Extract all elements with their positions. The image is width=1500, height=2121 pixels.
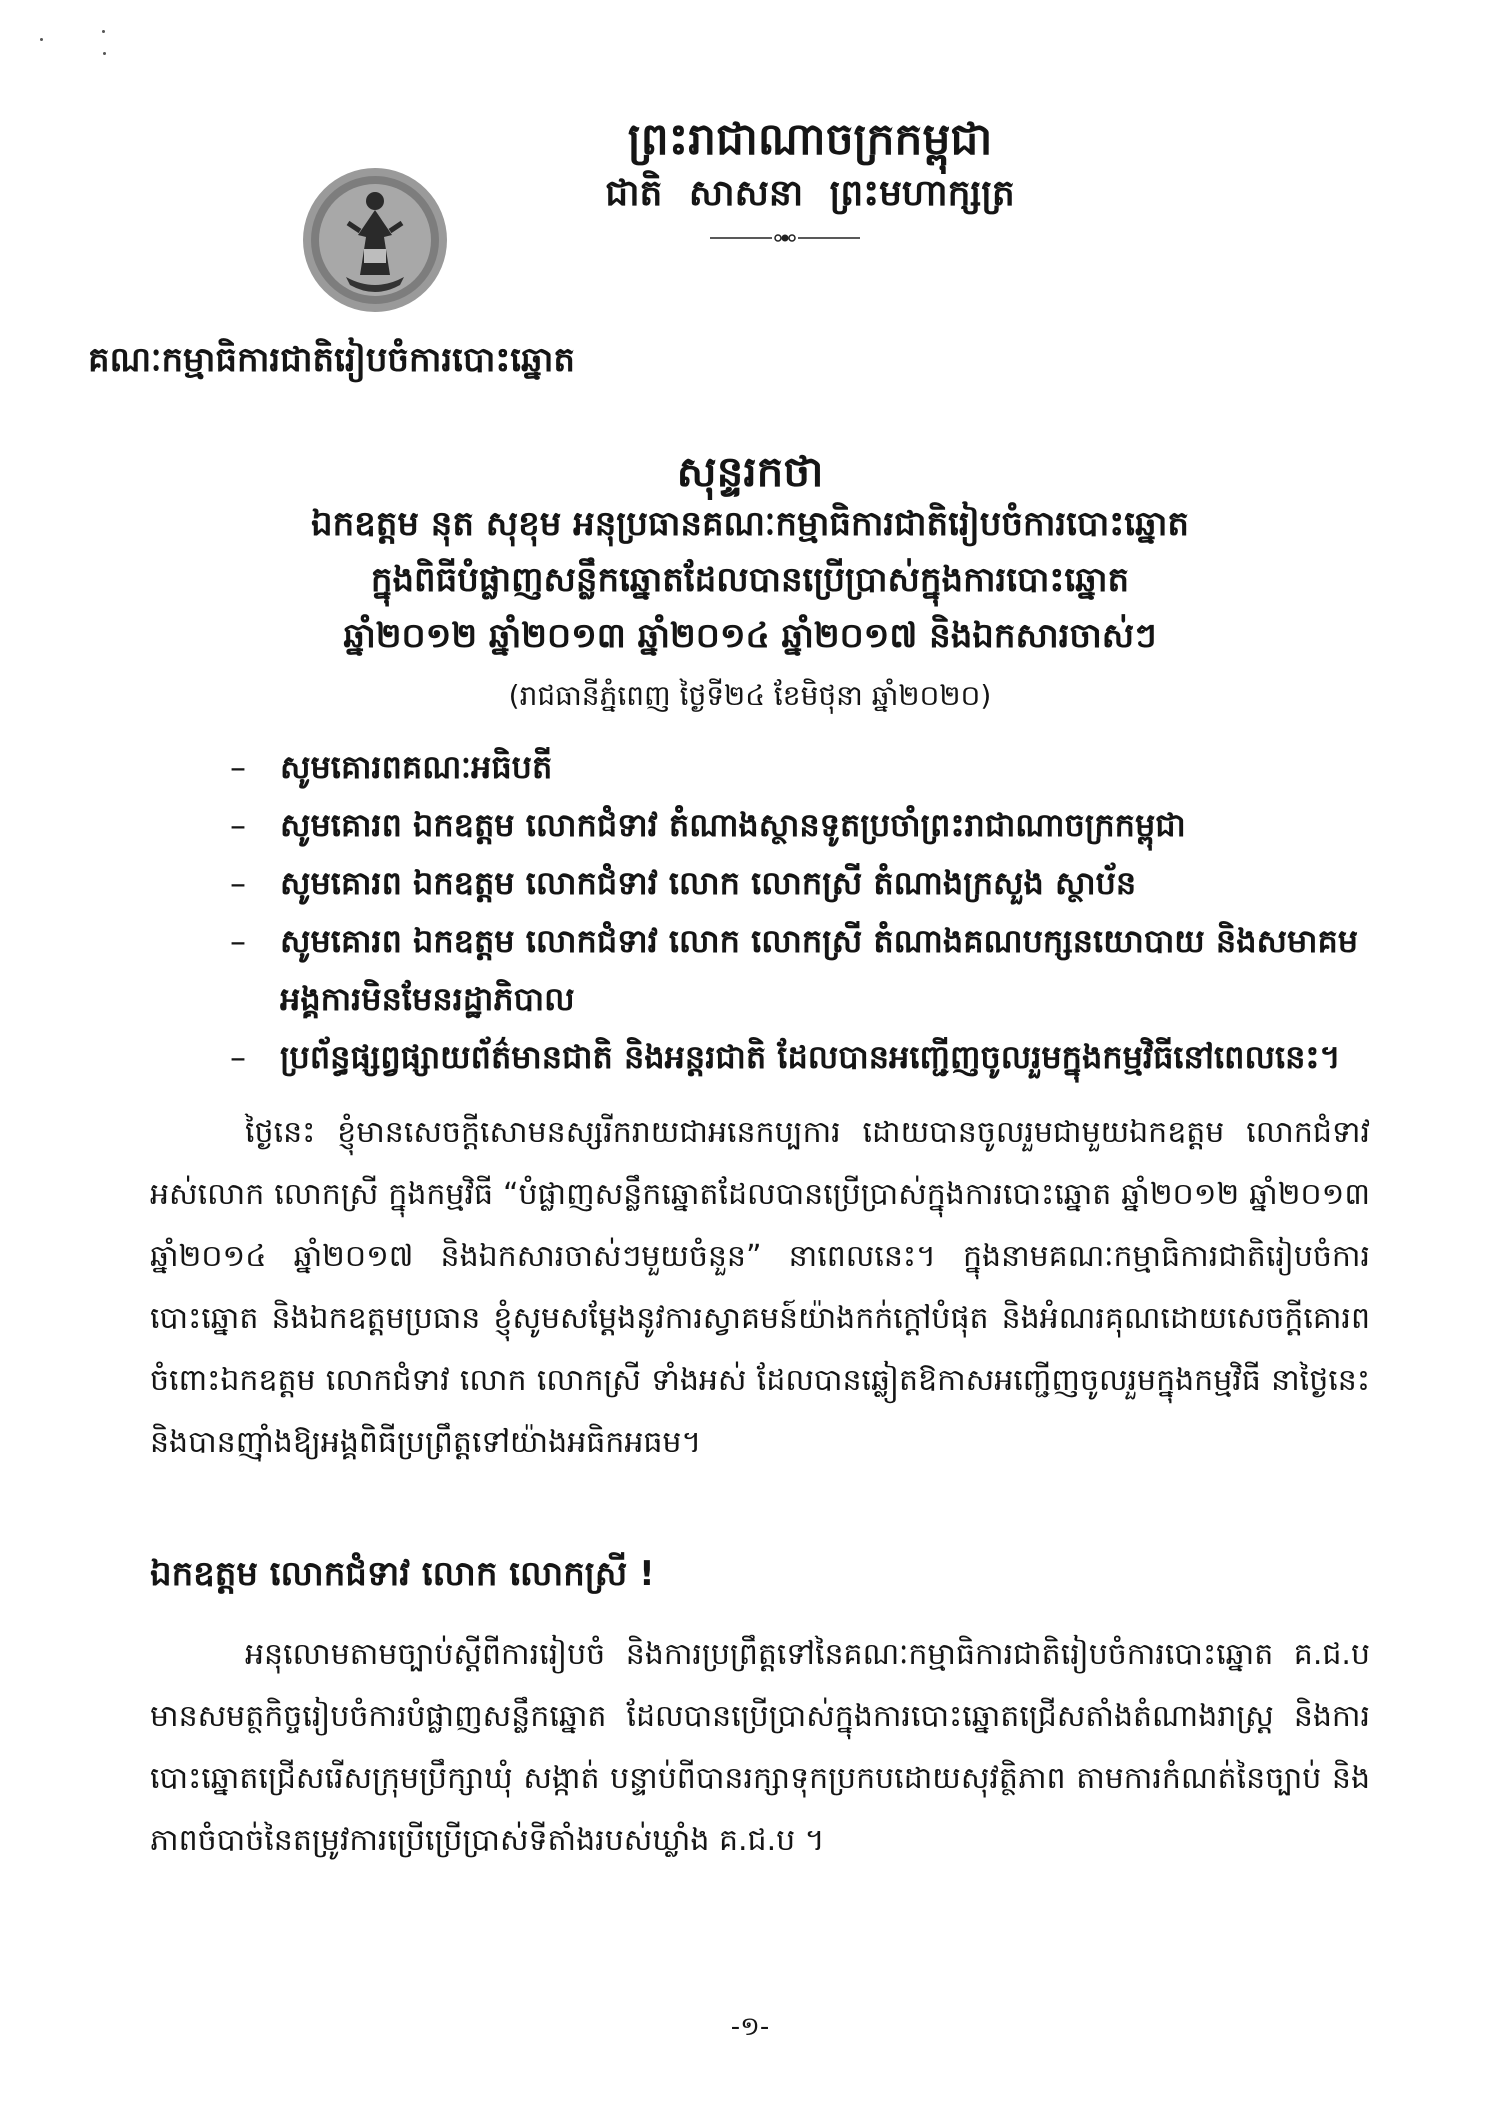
greeting-text: សូមគោរព ឯកឧត្តម លោកជំទាវ លោក លោកស្រី តំណាងក្រសួង ស្ថាប័ន (280, 864, 1137, 902)
scan-speck (103, 52, 106, 55)
body-paragraph-2: អនុលោមតាមច្បាប់ស្តីពីការរៀបចំ និងការប្រព្រឹត្តទៅនៃគណៈកម្មាធិការជាតិរៀបចំការបោះឆ្នោត គ.ជ.ប មានសមត្ថកិច្ចរៀបចំការបំផ្លាញសន្លឹកឆ្នោត ដែលបានប្រើប្រាស់ក្នុងការបោះឆ្នោតជ្រើសតាំងតំណាងរាស្ត្រ និងការបោះឆ្នោតជ្រើសរើសក្រុមប្រឹក្សាឃុំ សង្កាត់ បន្ទាប់ពីបានរក្សាទុកប្រកបដោយសុវត្ថិភាព តាមការកំណត់នៃច្បាប់ និងភាពចំបាច់នៃតម្រូវការប្រើប្រើប្រាស់ទីតាំងរបស់ឃ្លាំង គ.ជ.ប ។ (150, 1637, 1370, 1858)
scan-speck (102, 30, 105, 33)
greeting-item (230, 1028, 1370, 1086)
dash-bullet: – (230, 748, 246, 786)
kingdom-name: ព្រះរាជាណាចក្រកម្ពុជា (627, 114, 993, 165)
national-motto: ជាតិ សាសនា ព្រះមហាក្សត្រ (605, 173, 1015, 214)
speech-title: សុន្ទរកថា (676, 447, 824, 496)
greeting-text: សូមគោរព ឯកឧត្តម លោកជំទាវ លោក លោកស្រី តំណាងគណបក្សនយោបាយ និងសមាគម អង្គការមិនមែនរដ្ឋាភិបាល (280, 922, 1359, 1018)
salutation: ឯកឧត្តម លោកជំទាវ លោក លោកស្រី ! (150, 1554, 655, 1594)
greeting-item (230, 738, 1370, 796)
greeting-item (230, 796, 1370, 854)
greeting-text: សូមគោរពគណៈអធិបតី (280, 748, 553, 786)
body-paragraph-1: ថ្ងៃនេះ ខ្ញុំមានសេចក្តីសោមនស្សរីករាយជាអនេកប្បការ ដោយបានចូលរួមជាមួយឯកឧត្តម លោកជំទាវ អស់លោក លោកស្រី ក្នុងកម្មវិធី “បំផ្លាញសន្លឹកឆ្នោតដែលបានប្រើប្រាស់ក្នុងការបោះឆ្នោត ឆ្នាំ២០១២ ឆ្នាំ២០១៣ ឆ្នាំ២០១៤ ឆ្នាំ២០១៧ និងឯកសារចាស់ៗមួយចំនួន” នាពេលនេះ។ ក្នុងនាមគណៈកម្មាធិការជាតិរៀបចំការបោះឆ្នោត និងឯកឧត្តមប្រធាន ខ្ញុំសូមសម្តែងនូវការស្វាគមន៍យ៉ាងកក់ក្តៅបំផុត និងអំណរគុណដោយសេចក្តីគោរព ចំពោះឯកឧត្តម លោកជំទាវ លោក លោកស្រី ទាំងអស់ ដែលបានឆ្លៀតឱកាសអញ្ជើញចូលរួមក្នុងកម្មវិធី នាថ្ងៃនេះ និងបានញ៉ាំងឱ្យអង្គពិធីប្រព្រឹត្តទៅយ៉ាងអធិកអធម។ (150, 1115, 1370, 1460)
place-and-date: (រាជធានីភ្នំពេញ ថ្ងៃទី២៤ ខែមិថុនា ឆ្នាំ២០២០) (508, 679, 992, 712)
page-number: -១- (730, 2012, 770, 2042)
ornamental-divider (710, 232, 860, 244)
dash-bullet: – (230, 864, 246, 902)
committee-name: គណៈកម្មាធិការជាតិរៀបចំការបោះឆ្នោត (88, 340, 576, 380)
title-line-ceremony: ក្នុងពិធីបំផ្លាញសន្លឹកឆ្នោតដែលបានប្រើប្រាស់ក្នុងការបោះឆ្នោត (370, 560, 1130, 600)
dash-bullet: – (230, 922, 246, 960)
greetings-list (230, 738, 1370, 1086)
national-election-committee-seal (300, 165, 450, 315)
greeting-item (230, 854, 1370, 912)
title-line-speaker: ឯកឧត្តម នុត សុខុម អនុប្រធានគណៈកម្មាធិការជាតិរៀបចំការបោះឆ្នោត (311, 504, 1189, 544)
greeting-item (230, 912, 1370, 1028)
scan-speck (40, 38, 43, 41)
greeting-text: សូមគោរព ឯកឧត្តម លោកជំទាវ តំណាងស្ថានទូតប្រចាំព្រះរាជាណាចក្រកម្ពុជា (280, 806, 1186, 844)
dash-bullet: – (230, 806, 246, 844)
title-line-years: ឆ្នាំ២០១២ ឆ្នាំ២០១៣ ឆ្នាំ២០១៤ ឆ្នាំ២០១៧ និងឯកសារចាស់ៗ (343, 616, 1157, 656)
greeting-text: ប្រព័ន្ធផ្សព្វផ្សាយព័ត៌មានជាតិ និងអន្តរជាតិ ដែលបានអញ្ជើញចូលរួមក្នុងកម្មវិធីនៅពេលនេះ។ (280, 1038, 1341, 1076)
dash-bullet: – (230, 1038, 246, 1076)
